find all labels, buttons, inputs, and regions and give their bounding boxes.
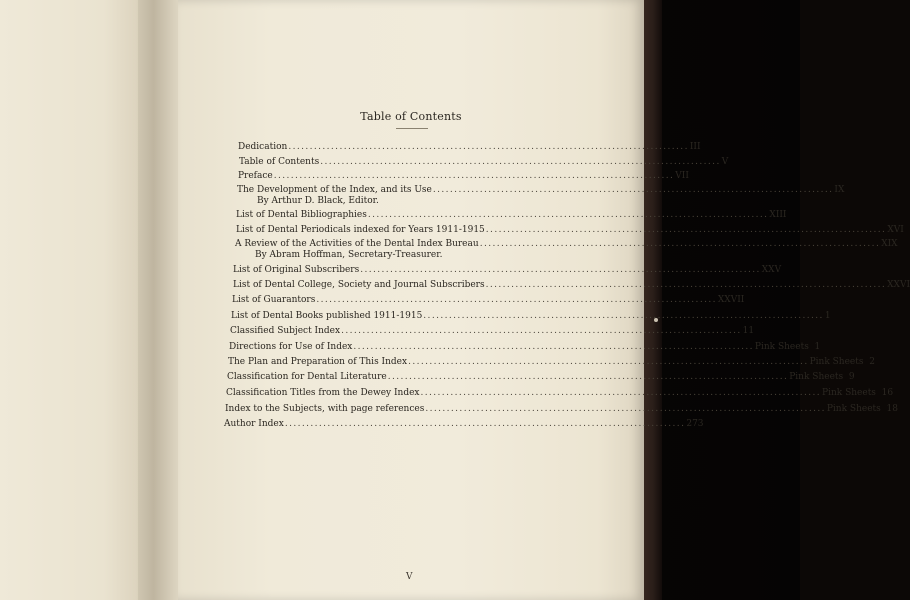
toc-entry: [233, 280, 910, 291]
toc-entry-page: III: [689, 142, 701, 152]
toc-entry-label: List of Dental Bibliographies: [236, 210, 367, 220]
toc-entry: [238, 171, 689, 182]
leader-dots: ..............................................................................................: [485, 225, 887, 235]
toc-entry-label: Index to the Subjects, with page references: [225, 404, 425, 414]
leader-dots: ..............................................................................................: [425, 404, 826, 414]
toc-entry-page: Pink Sheets 16: [822, 388, 894, 398]
toc-entry-page: 273: [686, 419, 704, 429]
leader-dots: ..............................................................................................: [387, 372, 789, 382]
leader-dots: ..............................................................................................: [353, 342, 754, 352]
page-number: V: [406, 572, 413, 582]
toc-entry-page: XXVI: [887, 280, 910, 290]
toc-entry: [228, 357, 875, 368]
toc-entry-page: Pink Sheets 9: [789, 372, 855, 382]
toc-entry-page: XIII: [769, 210, 787, 220]
toc-entry-page: 11: [742, 326, 755, 336]
leader-dots: ..............................................................................................: [479, 239, 881, 249]
toc-entry-label: Dedication: [238, 142, 288, 152]
toc-entry: [231, 311, 831, 322]
toc-entry-page: XXV: [761, 265, 782, 275]
toc-entry-page: Pink Sheets 18: [826, 404, 898, 414]
leader-dots: ..............................................................................................: [485, 280, 887, 290]
toc-entry: [229, 342, 821, 353]
toc-entry-label: List of Dental Periodicals indexed for Years 1911-1915: [236, 225, 485, 235]
toc-entry-page: XIX: [881, 239, 898, 249]
toc-entry-page: IX: [834, 185, 845, 195]
toc-entry: [226, 388, 894, 399]
toc-entry-label: Classified Subject Index: [230, 326, 341, 336]
toc-entry-byline: By Arthur D. Black, Editor.: [257, 196, 379, 206]
toc-entry-label: Preface: [238, 171, 273, 181]
toc-entry: [233, 265, 782, 276]
toc-entry-label: Author Index: [224, 419, 284, 429]
toc-entry: [236, 210, 787, 221]
toc-entry: [225, 404, 898, 415]
toc-entry-label: List of Dental College, Society and Journal Subscribers: [233, 280, 485, 290]
leader-dots: ..............................................................................................: [432, 185, 834, 195]
leader-dots: ..............................................................................................: [284, 419, 686, 429]
leader-dots: ..............................................................................................: [341, 326, 742, 336]
leader-dots: ..............................................................................................: [273, 171, 675, 181]
toc-entry: [239, 157, 729, 168]
toc-entry: [224, 419, 704, 430]
leader-dots: ..............................................................................................: [408, 357, 809, 367]
page-title: Table of Contents: [360, 110, 462, 123]
toc-entry-label: List of Guarantors: [232, 295, 316, 305]
toc-entry: [232, 295, 745, 306]
toc-entry-label: A Review of the Activities of the Dental Index Bureau: [235, 239, 479, 249]
leader-dots: ..............................................................................................: [316, 295, 717, 305]
toc-entry-page: V: [721, 157, 729, 167]
toc-entry-label: Directions for Use of Index: [229, 342, 353, 352]
toc-entry-label: The Development of the Index, and its Use: [237, 185, 432, 195]
leader-dots: ..............................................................................................: [360, 265, 761, 275]
toc-entry-byline: By Abram Hoffman, Secretary-Treasurer.: [255, 250, 443, 260]
toc-entry-label: The Plan and Preparation of This Index: [228, 357, 408, 367]
leader-dots: ..............................................................................................: [320, 157, 721, 167]
toc-entry: [230, 326, 755, 337]
toc-entry-page: Pink Sheets 1: [754, 342, 821, 352]
left-page: [0, 0, 148, 600]
toc-entry: [236, 225, 904, 236]
toc-entry: [237, 185, 845, 196]
title-rule: [396, 128, 428, 129]
leader-dots: ..............................................................................................: [288, 142, 689, 152]
toc-entry-page: VII: [675, 171, 689, 181]
toc-entry-page: 1: [824, 311, 831, 321]
toc-entry-label: Classification Titles from the Dewey Index: [226, 388, 420, 398]
toc-entry-label: Classification for Dental Literature: [227, 372, 387, 382]
leader-dots: ..............................................................................................: [367, 210, 769, 220]
toc-entry-page: Pink Sheets 2: [809, 357, 875, 367]
toc-entry-label: Table of Contents: [239, 157, 320, 167]
toc-entry-label: List of Original Subscribers: [233, 265, 360, 275]
toc-entry: [235, 239, 898, 250]
toc-entry-page: XVI: [887, 225, 904, 235]
toc-entry-label: List of Dental Books published 1911-1915: [231, 311, 423, 321]
toc-entry: [238, 142, 701, 153]
toc-entry-page: XXVII: [717, 295, 745, 305]
leader-dots: ..............................................................................................: [420, 388, 822, 398]
toc-entry: [227, 372, 855, 383]
leader-dots: ..............................................................................................: [423, 311, 824, 321]
